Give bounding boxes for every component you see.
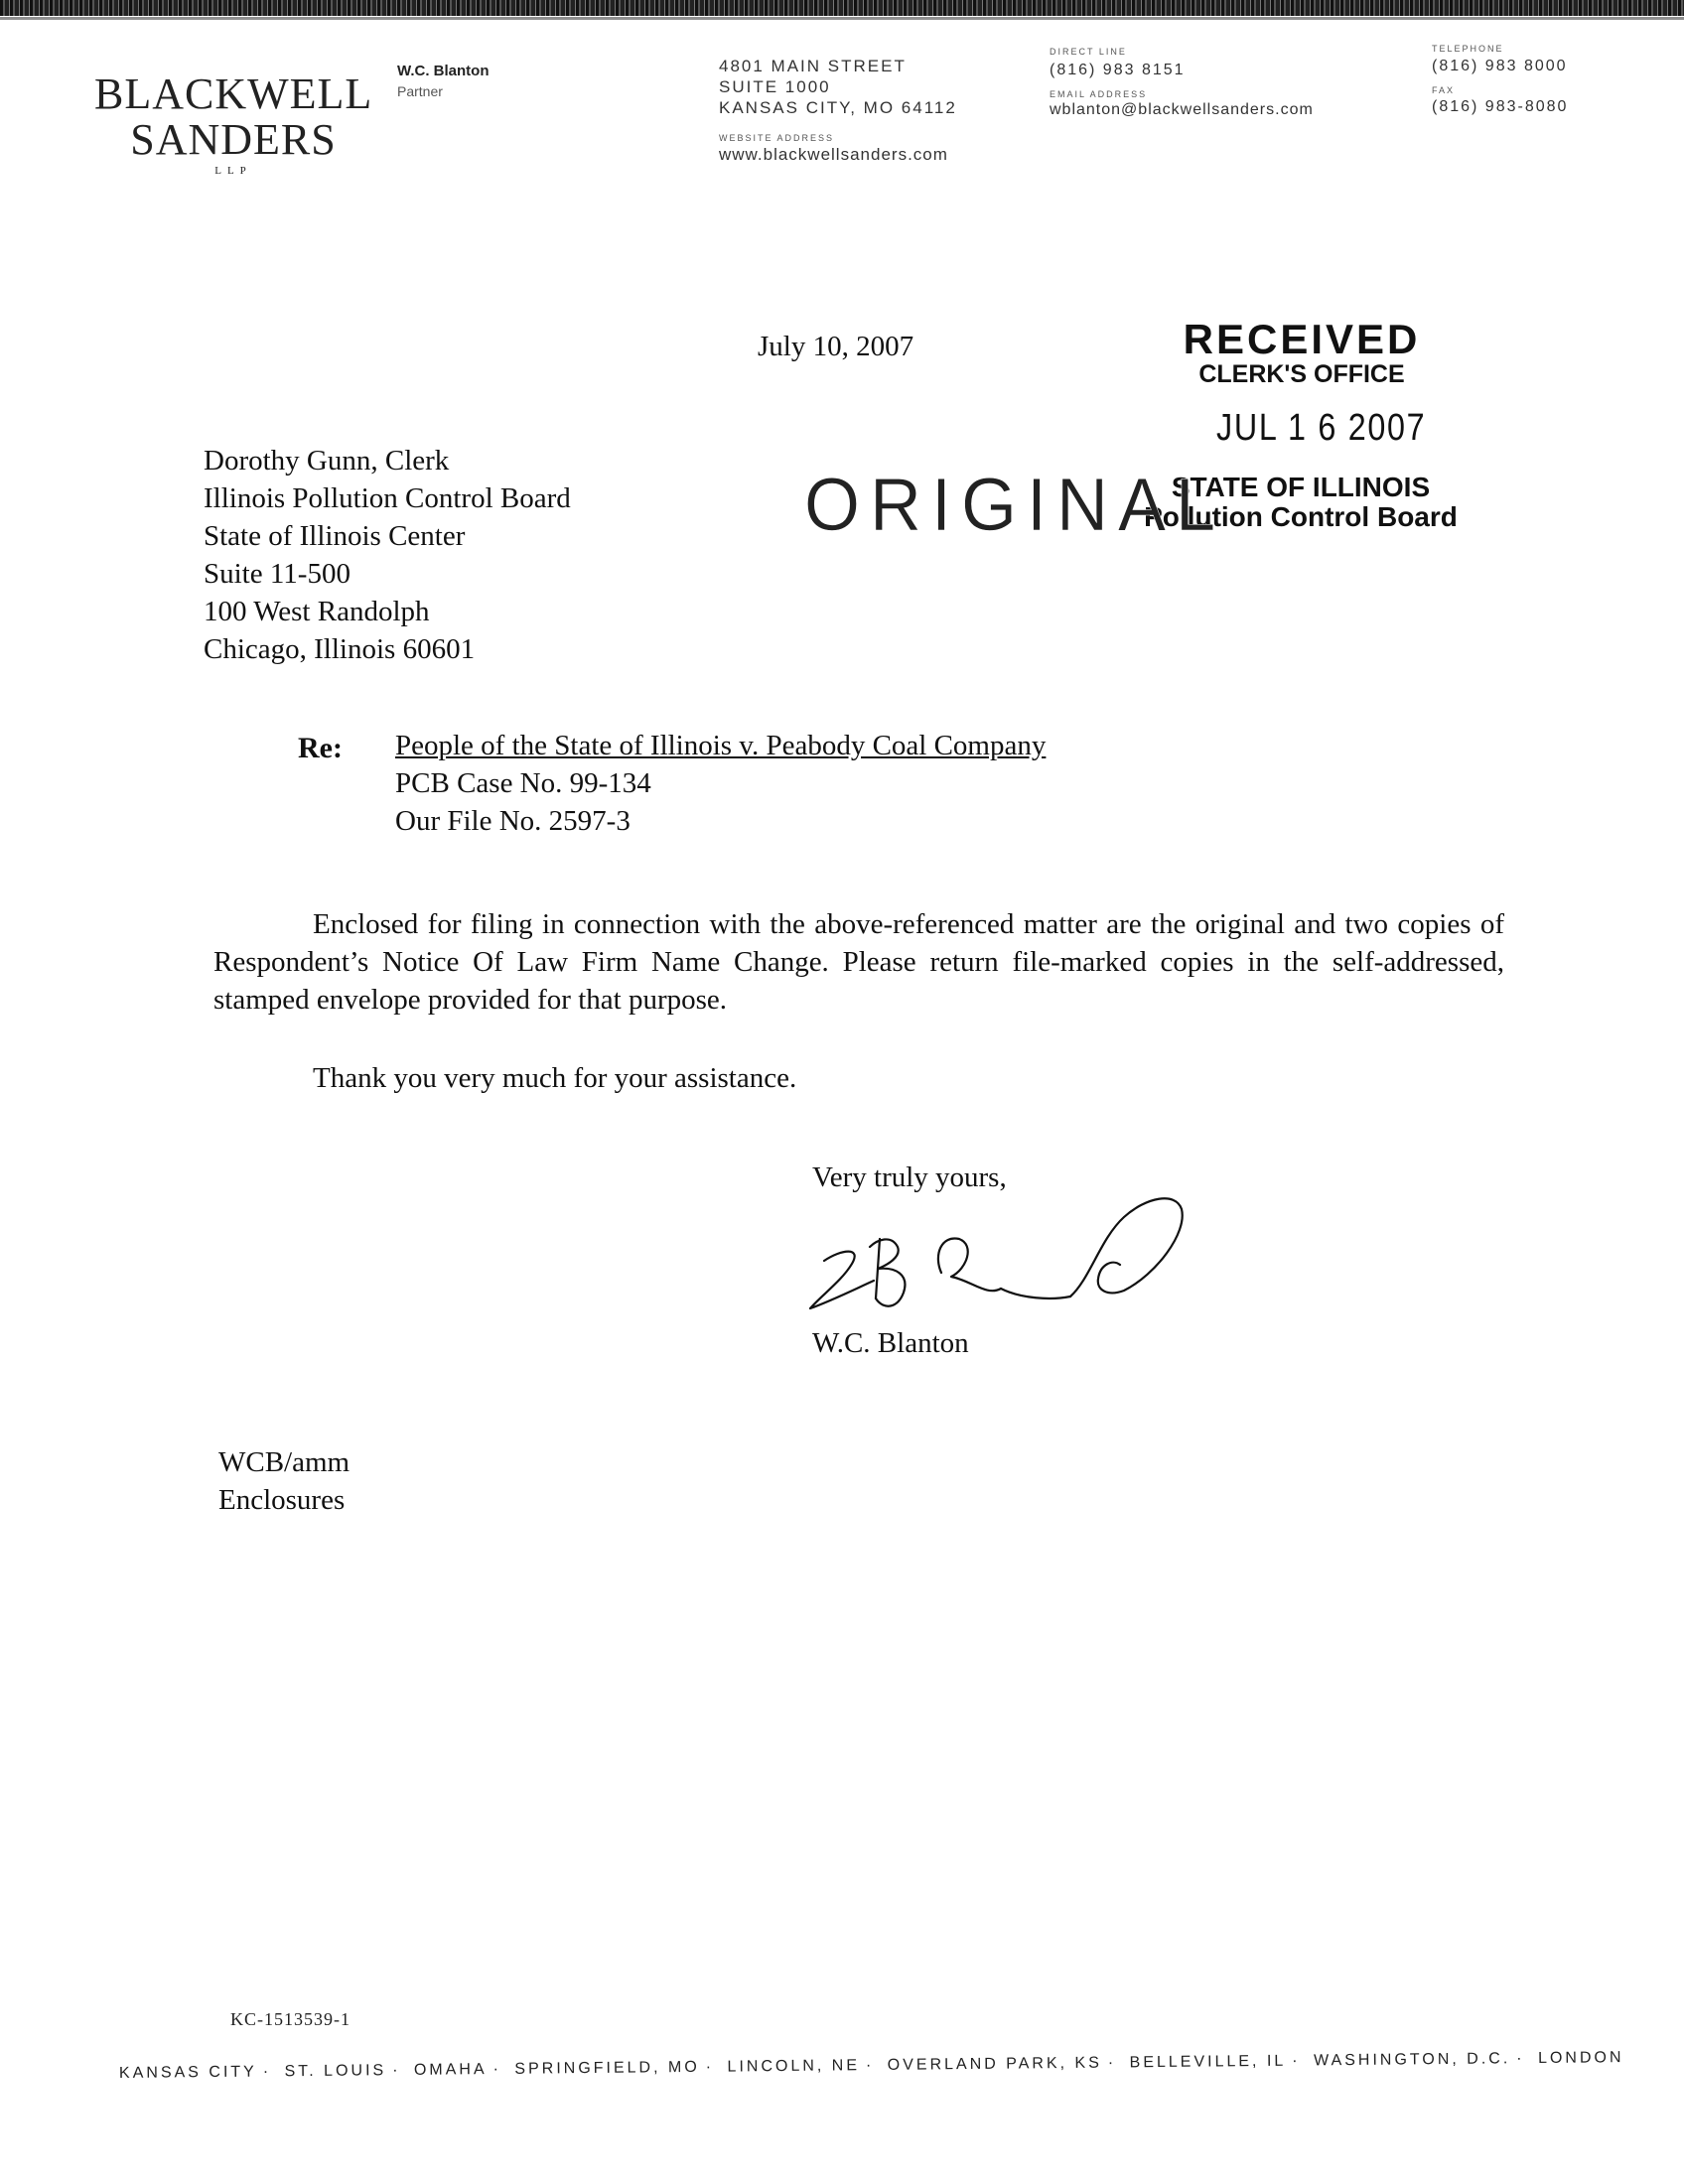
scan-artifact-bar bbox=[0, 0, 1684, 16]
address-line: KANSAS CITY, MO 64112 bbox=[719, 98, 957, 117]
original-stamp: ORIGINAL bbox=[804, 464, 1226, 547]
recipient-line: State of Illinois Center bbox=[204, 520, 466, 552]
office-location: BELLEVILLE, IL bbox=[1129, 2052, 1287, 2072]
office-location: OVERLAND PARK, KS bbox=[887, 2054, 1102, 2074]
office-location: ST. LOUIS bbox=[284, 2062, 387, 2081]
received-office: CLERK'S OFFICE bbox=[1198, 360, 1405, 388]
firm-suffix: LLP bbox=[214, 165, 252, 177]
office-location: KANSAS CITY bbox=[118, 2063, 257, 2082]
signature bbox=[792, 1169, 1209, 1338]
case-title: People of the State of Illinois v. Peabody Coal Company bbox=[395, 730, 1047, 761]
received-stamp bbox=[1162, 316, 1442, 389]
closing: Very truly yours, bbox=[812, 1161, 1007, 1193]
recipient-line: Chicago, Illinois 60601 bbox=[204, 633, 476, 665]
office-location: OMAHA bbox=[413, 2061, 488, 2079]
recipient-line: Suite 11-500 bbox=[204, 558, 351, 590]
received-state: STATE OF ILLINOIS bbox=[1171, 472, 1431, 502]
firm-name-line2: SANDERS bbox=[130, 115, 337, 164]
re-label: Re: bbox=[298, 732, 343, 764]
website-value: www.blackwellsanders.com bbox=[719, 145, 948, 164]
file-number: Our File No. 2597-3 bbox=[395, 805, 631, 837]
office-location: WASHINGTON, D.C. bbox=[1313, 2050, 1511, 2070]
document-number: KC-1513539-1 bbox=[230, 2009, 351, 2029]
partner-name: W.C. Blanton bbox=[397, 63, 490, 79]
address-line: SUITE 1000 bbox=[719, 77, 831, 96]
reference-initials bbox=[218, 1443, 350, 1519]
received-date: JUL 1 6 2007 bbox=[1216, 407, 1427, 449]
office-location: SPRINGFIELD, MO bbox=[514, 2058, 700, 2078]
letter-date: July 10, 2007 bbox=[758, 331, 914, 362]
website-label: WEBSITE ADDRESS bbox=[719, 133, 835, 143]
recipient-line: Dorothy Gunn, Clerk bbox=[204, 445, 450, 477]
direct-line-label: DIRECT LINE bbox=[1050, 47, 1127, 57]
case-number: PCB Case No. 99-134 bbox=[395, 767, 651, 799]
address-line: 4801 MAIN STREET bbox=[719, 57, 907, 75]
email-label: EMAIL ADDRESS bbox=[1050, 89, 1148, 99]
partner-title: Partner bbox=[397, 83, 443, 99]
telephone-label: TELEPHONE bbox=[1432, 44, 1504, 54]
firm-name-line1: BLACKWELL bbox=[94, 69, 373, 118]
direct-line-value: (816) 983 8151 bbox=[1050, 62, 1186, 78]
received-board: Pollution Control Board bbox=[1144, 501, 1458, 532]
scan-artifact-line bbox=[0, 17, 1684, 20]
telephone-value: (816) 983 8000 bbox=[1432, 58, 1568, 74]
initials-line: WCB/amm bbox=[218, 1446, 351, 1478]
received-title: RECEIVED bbox=[1183, 316, 1421, 362]
thanks-line: Thank you very much for your assistance. bbox=[313, 1062, 797, 1094]
email-value: wblanton@blackwellsanders.com bbox=[1050, 101, 1314, 118]
firm-address bbox=[719, 56, 957, 118]
fax-value: (816) 983-8080 bbox=[1432, 98, 1569, 115]
recipient-line: 100 West Randolph bbox=[204, 596, 430, 627]
office-location: LINCOLN, NE bbox=[727, 2057, 861, 2076]
body-text: Enclosed for filing in connection with the above-referenced matter are the original and two copies of Respondent’s Notice Of Law Firm Name Change. Please return file-marked copies in the self-addressed, stamped envelope provided for that purpose. bbox=[213, 908, 1504, 1016]
recipient-address bbox=[204, 442, 571, 668]
enclosures-line: Enclosures bbox=[218, 1484, 346, 1516]
body-paragraph bbox=[213, 905, 1504, 1019]
signer-name: W.C. Blanton bbox=[812, 1327, 969, 1359]
re-block bbox=[395, 727, 1046, 840]
firm-logo bbox=[94, 71, 372, 179]
recipient-line: Illinois Pollution Control Board bbox=[204, 482, 571, 514]
office-locations: KANSAS CITY · ST. LOUIS · OMAHA · SPRINGFIELD, MO · LINCOLN, NE · OVERLAND PARK, KS · BELLEVILLE, IL · WASHINGTON, D.C. · LONDON bbox=[118, 2049, 1624, 2082]
office-location: LONDON bbox=[1537, 2049, 1624, 2068]
fax-label: FAX bbox=[1432, 85, 1456, 95]
